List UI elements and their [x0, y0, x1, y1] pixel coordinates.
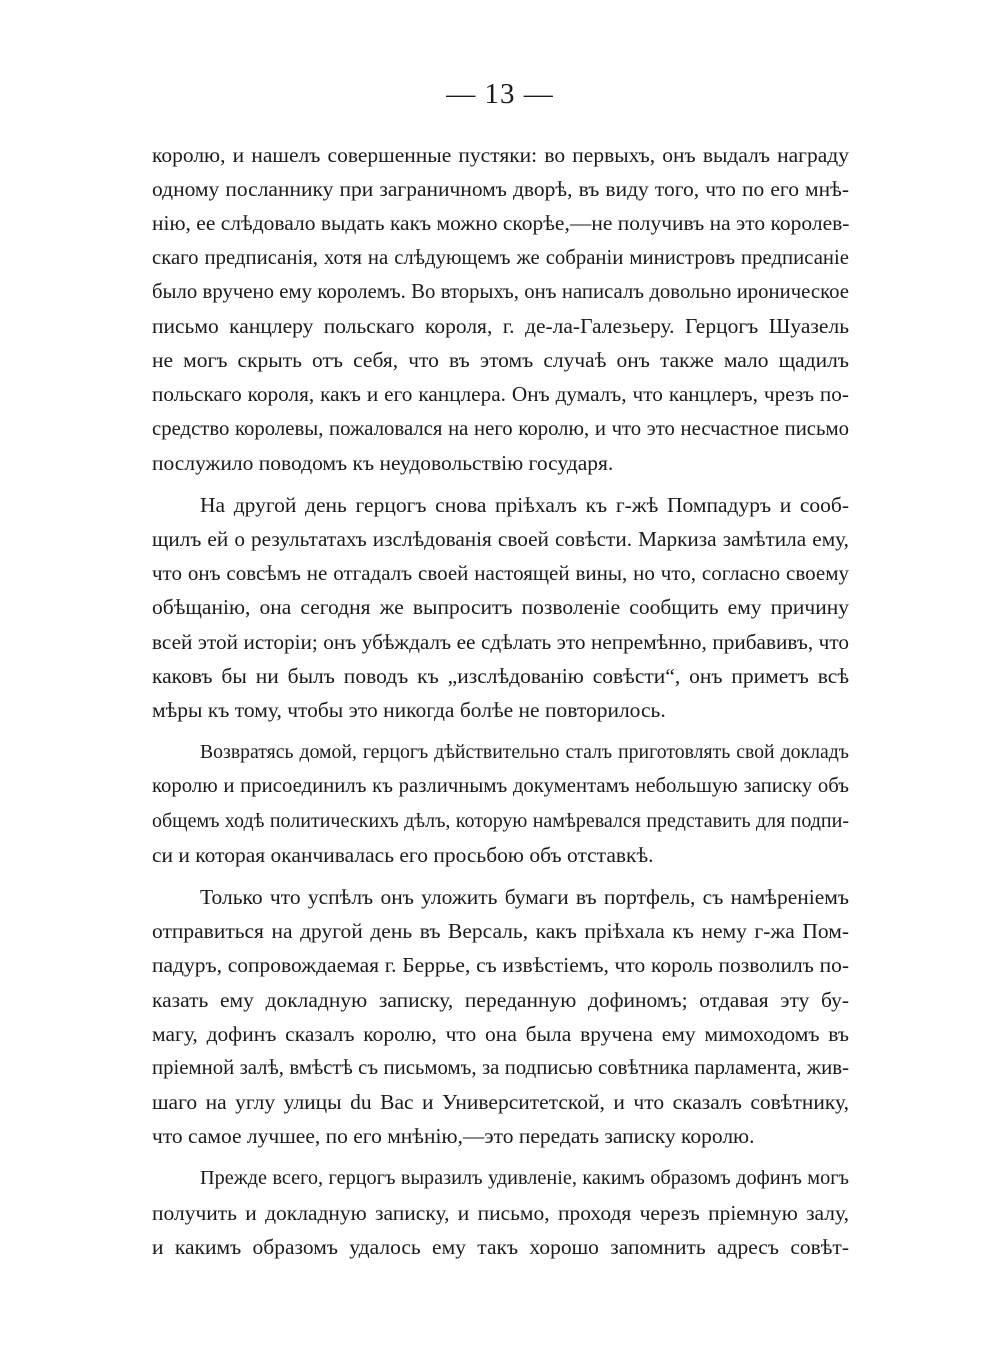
text-line: всей этой исторіи; онъ убѣждалъ ее сдѣлать это непремѣнно, прибавивъ, что [152, 629, 849, 654]
page-number: — 13 — [446, 78, 554, 110]
text-line: скаго предписанія, хотя на слѣдующемъ же собраніи министровъ предписаніе [152, 246, 849, 269]
text-body [152, 138, 849, 1264]
text-line: отправиться на другой день въ Версаль, какъ пріѣхала къ нему г-жа Пом- [152, 919, 849, 944]
paragraph-gap [152, 872, 849, 880]
text-line: шаго на углу улицы du Bac и Университетской, и что сказалъ совѣтнику, [152, 1090, 849, 1115]
paragraph-2 [152, 488, 849, 727]
text-line: королю, и нашелъ совершенные пустяки: во первыхъ, онъ выдалъ награду [152, 143, 849, 167]
paragraph-4 [152, 880, 849, 1154]
text-line: каковъ бы ни былъ поводъ къ „изслѣдованію совѣсти“, онъ приметъ всѣ [152, 663, 849, 688]
text-line: щилъ ей о результатахъ изслѣдованія своей совѣсти. Маркиза замѣтила ему, [152, 527, 849, 552]
text-line: польскаго короля, какъ и его канцлера. Онъ думалъ, что канцлеръ, чрезъ по- [152, 382, 849, 407]
text-line: не могъ скрыть отъ себя, что въ этомъ случаѣ онъ также мало щадилъ [152, 348, 849, 373]
paragraph-gap [152, 727, 849, 735]
text-line: письмо канцлеру польскаго короля, г. де-ла-Галезьеру. Герцогъ Шуазель [152, 313, 849, 338]
text-line: мѣры къ тому, чтобы это никогда болѣе не повторилось. [152, 698, 666, 722]
text-line: си и которая оканчивалась его просьбою объ отставкѣ. [152, 842, 654, 867]
paragraph-1 [152, 138, 849, 480]
text-line: Возвратясь домой, герцогъ дѣйствительно сталъ приготовлять свой докладъ [200, 741, 849, 764]
paragraph-3 [152, 735, 849, 872]
text-line: получить и докладную записку, и письмо, проходя черезъ пріемную залу, [152, 1200, 849, 1225]
text-line: Только что успѣлъ онъ уложить бумаги въ портфель, съ намѣреніемъ [200, 884, 849, 909]
text-line: падуръ, сопровождаемая г. Беррье, съ извѣстіемъ, что король позволилъ по- [152, 953, 849, 978]
text-line: магу, дофинъ сказалъ королю, что она была вручена ему мимоходомъ въ [152, 1021, 849, 1046]
text-line: На другой день герцогъ снова пріѣхалъ къ г-жѣ Помпадуръ и сооб- [200, 492, 849, 517]
text-line: было вручено ему королемъ. Во вторыхъ, онъ написалъ довольно ироническое [152, 280, 849, 303]
paragraph-gap [152, 1153, 849, 1161]
paragraph-5 [152, 1161, 849, 1264]
text-line: и какимъ образомъ удалось ему такъ хорошо запомнить адресъ совѣт- [152, 1234, 849, 1259]
text-line: что онъ совсѣмъ не отгадалъ своей настоящей вины, но что, согласно своему [152, 561, 849, 586]
text-line: что самое лучшее, по его мнѣнію,—это передать записку королю. [152, 1124, 755, 1149]
text-line: Прежде всего, герцогъ выразилъ удивленіе, какимъ образомъ дофинъ могъ [200, 1167, 849, 1190]
paragraph-gap [152, 480, 849, 488]
text-line: средство королевы, пожаловался на него королю, и что это несчастное письмо [152, 417, 849, 440]
text-line: общемъ ходѣ политическихъ дѣлъ, которую намѣревался представить для подпи- [152, 809, 849, 832]
text-line: послужило поводомъ къ неудовольствію государя. [152, 450, 614, 475]
text-line: одному посланнику при заграничномъ дворѣ, въ виду того, что по его мнѣ- [152, 177, 849, 202]
text-line: казать ему докладную записку, переданную дофиномъ; отдавая эту бу- [152, 987, 849, 1012]
text-line: королю и присоединилъ къ различнымъ документамъ небольшую записку объ [152, 775, 849, 798]
text-line: нію, ее слѣдовало выдать какъ можно скорѣе,—не получивъ на это королев- [152, 211, 850, 236]
text-line: пріемной залѣ, вмѣстѣ съ письмомъ, за подписью совѣтника парламента, жив- [152, 1056, 849, 1079]
text-line: обѣщанію, она сегодня же выпроситъ позволеніе сообщить ему причину [152, 595, 849, 620]
